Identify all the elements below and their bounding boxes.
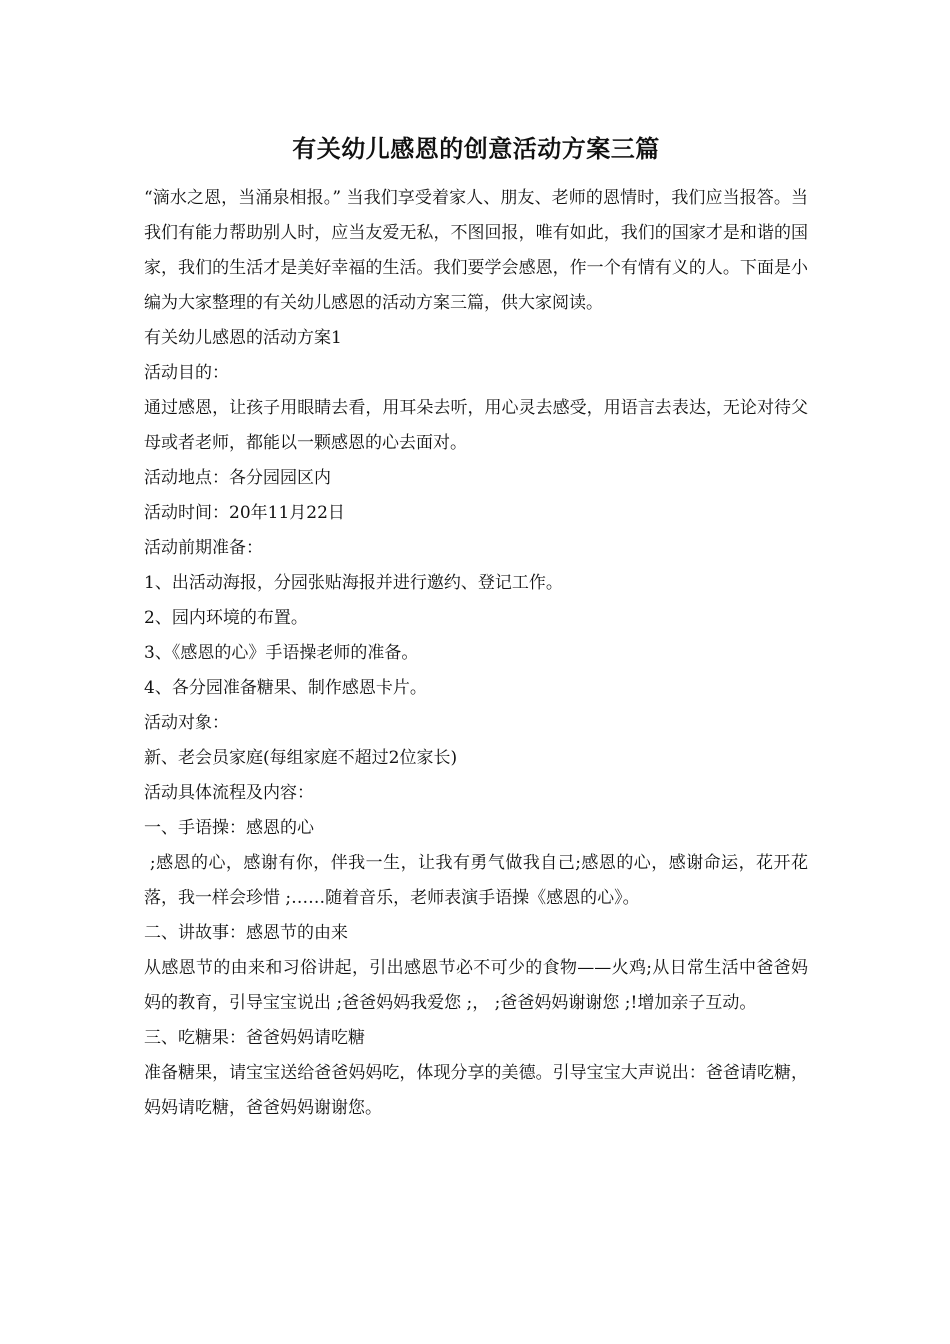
step1-heading: 一、手语操：感恩的心 [144, 818, 314, 838]
step3-heading: 三、吃糖果：爸爸妈妈请吃糖 [144, 1028, 365, 1048]
step3-paragraph: 准备糖果，请宝宝送给爸爸妈妈吃，体现分享的美德。引导宝宝大声说出：爸爸请吃糖，妈妈请吃糖，爸爸妈妈谢谢您。 [144, 1063, 808, 1118]
prep-item: 4、各分园准备糖果、制作感恩卡片。 [144, 678, 427, 698]
section1-heading: 有关幼儿感恩的活动方案1 [144, 328, 342, 348]
prep-item: 1、出活动海报，分园张贴海报并进行邀约、登记工作。 [144, 573, 563, 593]
prep-item: 2、园内环境的布置。 [144, 608, 308, 628]
time-line: 活动时间：20年11月22日 [144, 503, 345, 523]
prep-label: 活动前期准备： [144, 538, 263, 558]
location-line: 活动地点：各分园园区内 [144, 468, 331, 488]
target-text: 新、老会员家庭(每组家庭不超过2位家长) [144, 748, 458, 768]
target-label: 活动对象： [144, 713, 229, 733]
document-title: 有关幼儿感恩的创意活动方案三篇 [292, 135, 660, 163]
flow-label: 活动具体流程及内容： [144, 783, 314, 803]
step2-paragraph: 从感恩节的由来和习俗讲起，引出感恩节必不可少的食物——火鸡;从日常生活中爸爸妈妈的教育，引导宝宝说出 ;爸爸妈妈我爱您 ;， ;爸爸妈妈谢谢您 ;!增加亲子互动。 [144, 958, 808, 1013]
intro-paragraph: “滴水之恩，当涌泉相报。” 当我们享受着家人、朋友、老师的恩情时，我们应当报答。当我们有能力帮助别人时，应当友爱无私，不图回报，唯有如此，我们的国家才是和谐的国家，我们的生活才是美好幸福的生活。我们要学会感恩，作一个有情有义的人。下面是小编为大家整理的有关幼儿感恩的活动方案三篇，供大家阅读。 [144, 188, 808, 313]
step2-heading: 二、讲故事：感恩节的由来 [144, 923, 348, 943]
purpose-paragraph: 通过感恩，让孩子用眼睛去看，用耳朵去听，用心灵去感受，用语言去表达，无论对待父母或者老师，都能以一颗感恩的心去面对。 [144, 398, 808, 453]
purpose-label: 活动目的： [144, 363, 229, 383]
prep-item: 3、《感恩的心》手语操老师的准备。 [144, 643, 419, 663]
step1-paragraph: ;感恩的心，感谢有你，伴我一生，让我有勇气做我自己;感恩的心，感谢命运，花开花落，我一样会珍惜 ;……随着音乐，老师表演手语操《感恩的心》。 [144, 853, 808, 908]
document-page [144, 131, 808, 1126]
